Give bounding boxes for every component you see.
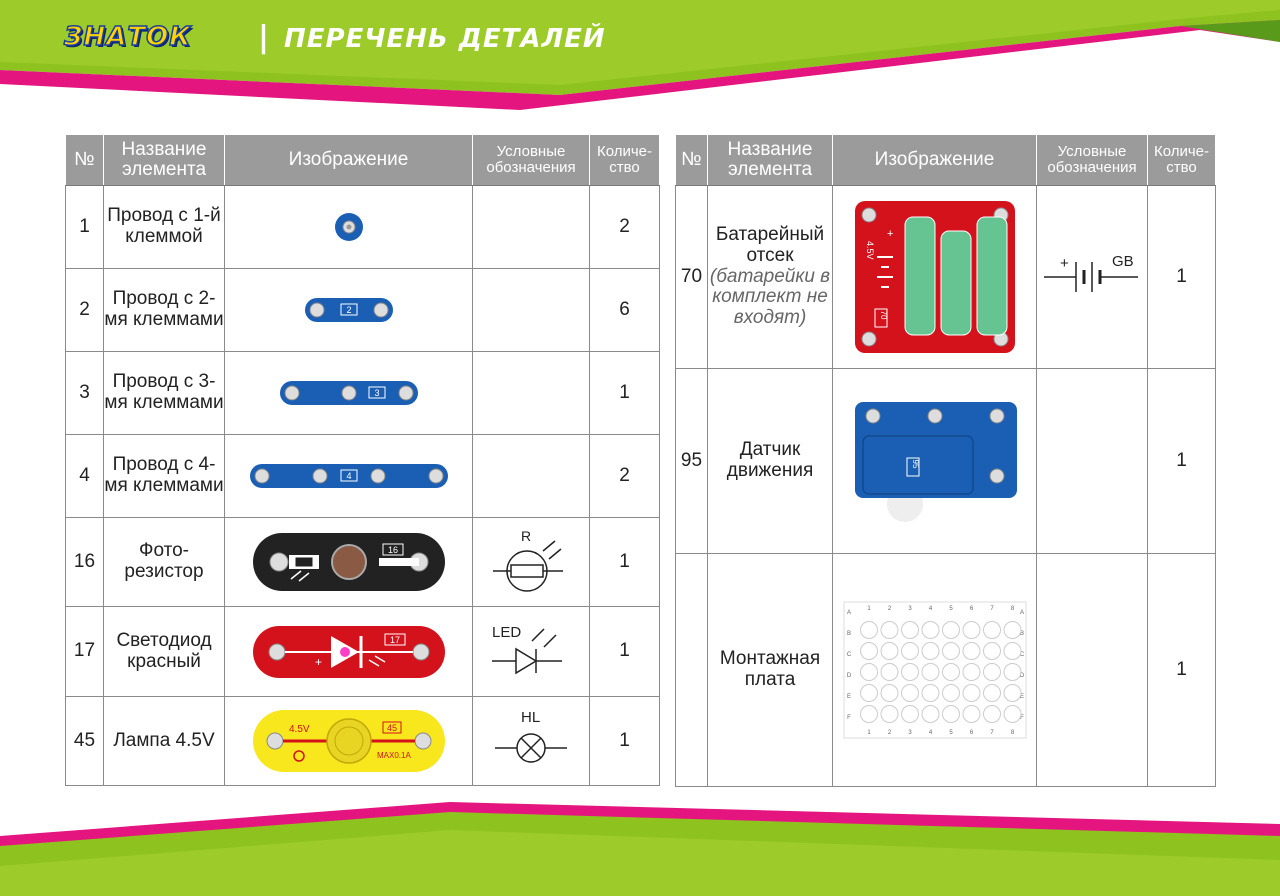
row-qty: 1 xyxy=(590,697,660,786)
col-qty: Количе-ство xyxy=(590,135,660,186)
breadboard-col-label: 3 xyxy=(907,730,912,736)
lamp-label: 45 xyxy=(386,723,397,733)
led-symbol-icon xyxy=(486,617,576,687)
row-symbol xyxy=(473,607,590,697)
row-qty: 1 xyxy=(1148,554,1216,787)
breadboard-row-label: B xyxy=(846,631,851,637)
lamp-voltage: 4.5V xyxy=(288,724,310,735)
symbol-hl: HL xyxy=(521,709,541,726)
breadboard-col-label: 2 xyxy=(887,606,891,612)
breadboard-row-label: A xyxy=(846,610,851,616)
row-symbol xyxy=(1037,186,1148,369)
symbol-gb: GB xyxy=(1112,253,1134,270)
table-row xyxy=(676,369,1216,554)
row-symbol xyxy=(473,697,590,786)
row-image xyxy=(833,554,1037,787)
row-image xyxy=(225,607,473,697)
breadboard-row-label: A xyxy=(1019,610,1024,616)
breadboard-col-label: 7 xyxy=(989,730,994,736)
row-image xyxy=(225,269,473,352)
col-symbol: Условные обозначения xyxy=(1037,135,1148,186)
table-row xyxy=(66,269,660,352)
row-name: Лампа 4.5V xyxy=(104,697,225,786)
photoresistor-icon xyxy=(249,527,449,597)
breadboard-col-label: 1 xyxy=(866,606,871,612)
battery-label: 70 xyxy=(878,310,888,320)
row-image xyxy=(225,352,473,435)
table-row xyxy=(66,607,660,697)
row-symbol xyxy=(473,518,590,607)
row-num: 70 xyxy=(676,186,708,369)
breadboard-row-label: C xyxy=(846,652,851,658)
wire-4-icon xyxy=(246,456,452,496)
lamp-max: MAX0.1A xyxy=(376,751,411,760)
breadboard-icon xyxy=(842,600,1028,740)
breadboard-row-label: B xyxy=(1019,631,1024,637)
row-name: Провод с 3-мя клеммами xyxy=(104,352,225,435)
row-symbol xyxy=(473,269,590,352)
breadboard-col-label: 6 xyxy=(969,730,973,736)
breadboard-row-label: E xyxy=(846,694,851,700)
row-name: Провод с 1-й клеммой xyxy=(104,186,225,269)
breadboard-row-label: C xyxy=(1019,652,1024,658)
row-name: Провод с 4-мя клеммами xyxy=(104,435,225,518)
col-image: Изображение xyxy=(833,135,1037,186)
breadboard-col-label: 5 xyxy=(948,730,953,736)
row-symbol xyxy=(473,352,590,435)
row-image xyxy=(833,369,1037,554)
breadboard-col-label: 1 xyxy=(866,730,871,736)
title-separator: | xyxy=(258,20,269,55)
battery-symbol-icon xyxy=(1042,242,1142,312)
col-name: Название элемента xyxy=(104,135,225,186)
breadboard-col-label: 4 xyxy=(928,730,932,736)
col-name: Название элемента xyxy=(708,135,833,186)
bottom-banner xyxy=(0,790,1280,896)
table-row xyxy=(676,186,1216,369)
row-image xyxy=(225,186,473,269)
lamp-symbol-icon xyxy=(491,706,571,776)
breadboard-row-label: E xyxy=(1019,694,1024,700)
table-row xyxy=(676,554,1216,787)
row-name: Датчик движения xyxy=(708,369,833,554)
led-icon xyxy=(249,622,449,682)
row-image xyxy=(225,518,473,607)
row-num: 1 xyxy=(66,186,104,269)
row-symbol xyxy=(473,186,590,269)
wire-2-label: 2 xyxy=(345,305,352,315)
parts-table-left xyxy=(65,134,660,786)
col-num: № xyxy=(676,135,708,186)
row-symbol xyxy=(1037,369,1148,554)
col-image: Изображение xyxy=(225,135,473,186)
battery-holder-icon xyxy=(853,197,1017,357)
row-num: 16 xyxy=(66,518,104,607)
wire-3-icon xyxy=(274,373,424,413)
table-row xyxy=(66,186,660,269)
lamp-icon xyxy=(249,706,449,776)
row-name: Светодиод красный xyxy=(104,607,225,697)
table-row xyxy=(66,697,660,786)
breadboard-row-label: F xyxy=(846,715,851,721)
table-row xyxy=(66,518,660,607)
row-name: Фото-резистор xyxy=(104,518,225,607)
breadboard-row-label: D xyxy=(1019,673,1024,679)
breadboard-row-label: D xyxy=(846,673,851,679)
battery-voltage: 4.5V xyxy=(864,241,875,260)
row-qty: 2 xyxy=(590,186,660,269)
row-num: 45 xyxy=(66,697,104,786)
wire-4-label: 4 xyxy=(345,471,352,481)
table-row xyxy=(66,435,660,518)
breadboard-col-label: 3 xyxy=(907,606,912,612)
photoresistor-label: 16 xyxy=(387,545,398,555)
breadboard-col-label: 8 xyxy=(1010,730,1014,736)
row-qty: 1 xyxy=(590,518,660,607)
row-qty: 1 xyxy=(1148,186,1216,369)
row-qty: 1 xyxy=(590,352,660,435)
row-symbol xyxy=(1037,554,1148,787)
table-row xyxy=(66,352,660,435)
breadboard-col-label: 7 xyxy=(989,606,994,612)
breadboard-col-label: 4 xyxy=(928,606,932,612)
led-plus: + xyxy=(314,654,322,669)
motion-sensor-label: 95 xyxy=(910,459,920,469)
row-note: (батарейки в комплект не входят) xyxy=(709,265,831,329)
symbol-plus: + xyxy=(1060,255,1069,272)
col-num: № xyxy=(66,135,104,186)
wire-2-icon xyxy=(299,290,399,330)
row-name-cell xyxy=(708,186,833,369)
breadboard-col-label: 8 xyxy=(1010,606,1014,612)
breadboard-row-label: F xyxy=(1019,715,1024,721)
motion-sensor-icon xyxy=(847,396,1023,526)
col-qty: Количе-ство xyxy=(1148,135,1216,186)
photoresistor-symbol-icon xyxy=(491,527,571,597)
row-qty: 6 xyxy=(590,269,660,352)
row-num xyxy=(676,554,708,787)
row-num: 95 xyxy=(676,369,708,554)
row-num: 2 xyxy=(66,269,104,352)
symbol-r: R xyxy=(521,528,532,544)
col-symbol: Условные обозначения xyxy=(473,135,590,186)
row-qty: 1 xyxy=(590,607,660,697)
row-symbol xyxy=(473,435,590,518)
row-num: 3 xyxy=(66,352,104,435)
wire-3-label: 3 xyxy=(373,388,380,398)
brand-logo: ЗНАТОК xyxy=(64,22,192,52)
row-name: Монтажная плата xyxy=(708,554,833,787)
row-image xyxy=(225,697,473,786)
row-num: 4 xyxy=(66,435,104,518)
row-name: Батарейный отсек xyxy=(715,223,825,266)
row-image xyxy=(833,186,1037,369)
row-num: 17 xyxy=(66,607,104,697)
parts-table-right xyxy=(675,134,1216,787)
row-name: Провод с 2-мя клеммами xyxy=(104,269,225,352)
battery-plus: + xyxy=(886,228,893,240)
top-banner xyxy=(0,0,1280,120)
row-qty: 2 xyxy=(590,435,660,518)
breadboard-col-label: 5 xyxy=(948,606,953,612)
breadboard-col-label: 6 xyxy=(969,606,973,612)
wire-1-icon xyxy=(329,207,369,247)
row-image xyxy=(225,435,473,518)
page-title: ПЕРЕЧЕНЬ ДЕТАЛЕЙ xyxy=(284,24,606,54)
row-qty: 1 xyxy=(1148,369,1216,554)
symbol-led: LED xyxy=(492,623,522,641)
breadboard-col-label: 2 xyxy=(887,730,891,736)
led-label: 17 xyxy=(389,634,400,645)
